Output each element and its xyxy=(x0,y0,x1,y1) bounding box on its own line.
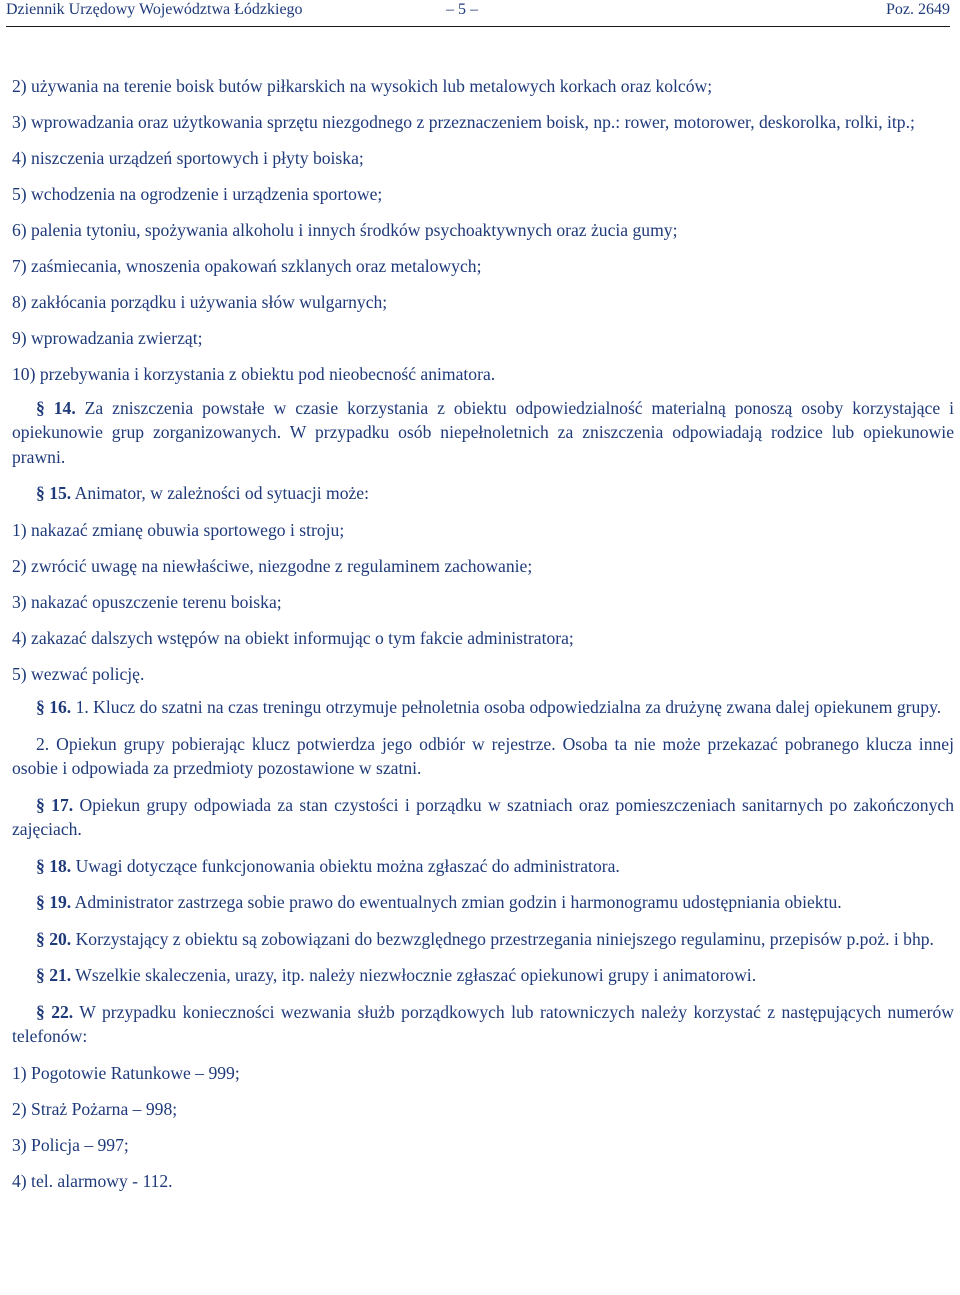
page-number: – 5 – xyxy=(446,1,478,18)
section-number: § 18. xyxy=(36,855,72,876)
section-number: § 14. xyxy=(36,397,76,418)
section-number: § 17. xyxy=(36,794,74,815)
section-21 xyxy=(12,963,954,988)
list-item: 10) przebywania i korzystania z obiektu pod nieobecność animatora. xyxy=(12,364,496,384)
list-item: 5) wezwać policję. xyxy=(12,663,145,684)
section-number: § 16. xyxy=(36,697,72,717)
section-16-point-2: 2. Opiekun grupy pobierając klucz potwierdza jego odbiór w rejestrze. Osoba ta nie może przekazać pobranego klucza innej osobie i odpowiada za przedmioty pozostawione w szatni. xyxy=(12,733,954,778)
list-item: 7) zaśmiecania, wnoszenia opakowań szklanych oraz metalowych; xyxy=(12,256,482,276)
list-item: 6) palenia tytoniu, spożywania alkoholu i innych środków psychoaktywnych oraz żucia gumy; xyxy=(12,220,678,240)
list-item: 3) nakazać opuszczenie terenu boiska; xyxy=(12,591,282,612)
list-item: 8) zakłócania porządku i używania słów wulgarnych; xyxy=(12,292,388,312)
section-text: Za zniszczenia powstałe w czasie korzystania z obiektu odpowiedzialność materialną ponoszą osoby korzystające i opiekunowie grup zorganizowanych. W przypadku osób niepełnoletnich za zniszczenia odpowiadają rodzice lub opiekunowie prawni. xyxy=(12,397,954,467)
section-text: Wszelkie skaleczenia, urazy, itp. należy niezwłocznie zgłaszać opiekunowi grupy i animatorowi. xyxy=(71,965,757,985)
section-number: § 21. xyxy=(36,965,72,985)
phone-item: 4) tel. alarmowy - 112. xyxy=(12,1170,173,1191)
section-15 xyxy=(12,481,954,506)
position-number: Poz. 2649 xyxy=(886,1,950,18)
list-item: 9) wprowadzania zwierząt; xyxy=(12,328,203,348)
section-text: Uwagi dotyczące funkcjonowania obiektu można zgłaszać do administratora. xyxy=(71,855,620,876)
document-body xyxy=(12,74,954,1205)
list-item: 5) wchodzenia na ogrodzenie i urządzenia sportowe; xyxy=(12,184,383,204)
section-19 xyxy=(12,890,954,915)
list-item: 4) niszczenia urządzeń sportowych i płyty boiska; xyxy=(12,148,364,168)
section-number: § 20. xyxy=(36,928,72,949)
section-number: § 15. xyxy=(36,483,72,503)
list-item: 4) zakazać dalszych wstępów na obiekt informując o tym fakcie administratora; xyxy=(12,627,574,648)
list-item: 3) wprowadzania oraz użytkowania sprzętu niezgodnego z przeznaczeniem boisk, np.: rower, motorower, deskorolka, rolki, itp.; xyxy=(12,112,915,132)
list-item: 1) nakazać zmianę obuwia sportowego i stroju; xyxy=(12,519,345,540)
page-header xyxy=(6,0,950,27)
phone-item: 1) Pogotowie Ratunkowe – 999; xyxy=(12,1062,240,1083)
section-18 xyxy=(12,854,954,879)
phone-item: 3) Policja – 997; xyxy=(12,1134,129,1155)
journal-title: Dziennik Urzędowy Województwa Łódzkiego xyxy=(6,1,303,18)
section-number: § 19. xyxy=(36,892,72,912)
section-text: Korzystający z obiektu są zobowiązani do bezwzględnego przestrzegania niniejszego regulaminu, przepisów p.poż. i bhp. xyxy=(71,928,934,949)
section-number: § 22. xyxy=(36,1001,74,1022)
section-20 xyxy=(12,927,954,952)
section-text: Animator, w zależności od sytuacji może: xyxy=(71,483,370,503)
section-text: 1. Klucz do szatni na czas treningu otrzymuje pełnoletnia osoba odpowiedzialna za drużynę zwana dalej opiekunem grupy. xyxy=(71,697,942,717)
list-item: 2) zwrócić uwagę na niewłaściwe, niezgodne z regulaminem zachowanie; xyxy=(12,555,533,576)
section-14 xyxy=(12,396,954,470)
phone-item: 2) Straż Pożarna – 998; xyxy=(12,1098,178,1119)
section-16 xyxy=(12,695,954,720)
section-text: Opiekun grupy odpowiada za stan czystości i porządku w szatniach oraz pomieszczeniach sanitarnych po zakończonych zajęciach. xyxy=(12,794,955,839)
section-text: W przypadku konieczności wezwania służb porządkowych lub ratowniczych należy korzystać z następujących numerów telefonów: xyxy=(12,1001,954,1046)
section-22 xyxy=(12,1000,954,1049)
list-item: 2) używania na terenie boisk butów piłkarskich na wysokich lub metalowych korkach oraz kolców; xyxy=(12,76,713,96)
section-text: Administrator zastrzega sobie prawo do ewentualnych zmian godzin i harmonogramu udostępniania obiektu. xyxy=(71,892,842,912)
section-17 xyxy=(12,793,954,842)
